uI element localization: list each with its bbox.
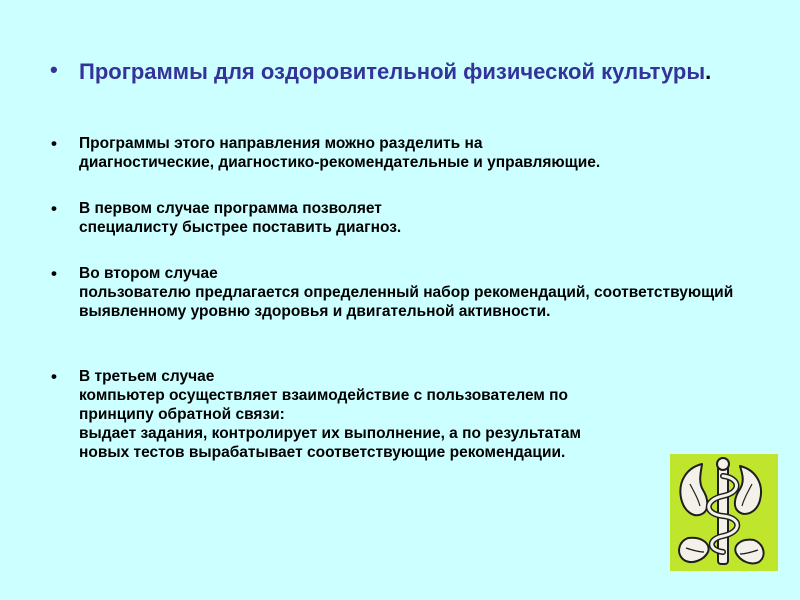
bullet-3: •	[51, 264, 57, 283]
bullet-2: •	[51, 199, 57, 218]
slide-title-text: Программы для оздоровительной физической культуры	[79, 59, 706, 84]
bullet-1: •	[51, 134, 57, 153]
paragraph-first-case: В первом случае программа позволяет специалисту быстрее поставить диагноз.	[79, 200, 402, 236]
title-bullet: •	[50, 57, 58, 82]
caduceus-plant-emblem-icon	[670, 454, 778, 571]
logo-figure	[679, 458, 764, 564]
paragraph-second-case: Во втором случае пользователю предлагается определенный набор рекомендаций, соответствующий выявленному уровню здоровья и двигательной активности.	[79, 265, 734, 320]
slide-title-period: .	[705, 59, 712, 84]
bullet-4: •	[51, 367, 57, 386]
slide-title	[79, 57, 739, 87]
paragraph-third-case: В третьем случае компьютер осуществляет взаимодействие с пользователем по принципу обратной связи: выдает задания, контролирует их выполнение, а по результатам новых тестов вырабатывает соответствующие рекомендации.	[79, 368, 581, 461]
paragraph-program-types: Программы этого направления можно разделить на диагностические, диагностико-рекомендательные и управляющие.	[79, 135, 601, 171]
